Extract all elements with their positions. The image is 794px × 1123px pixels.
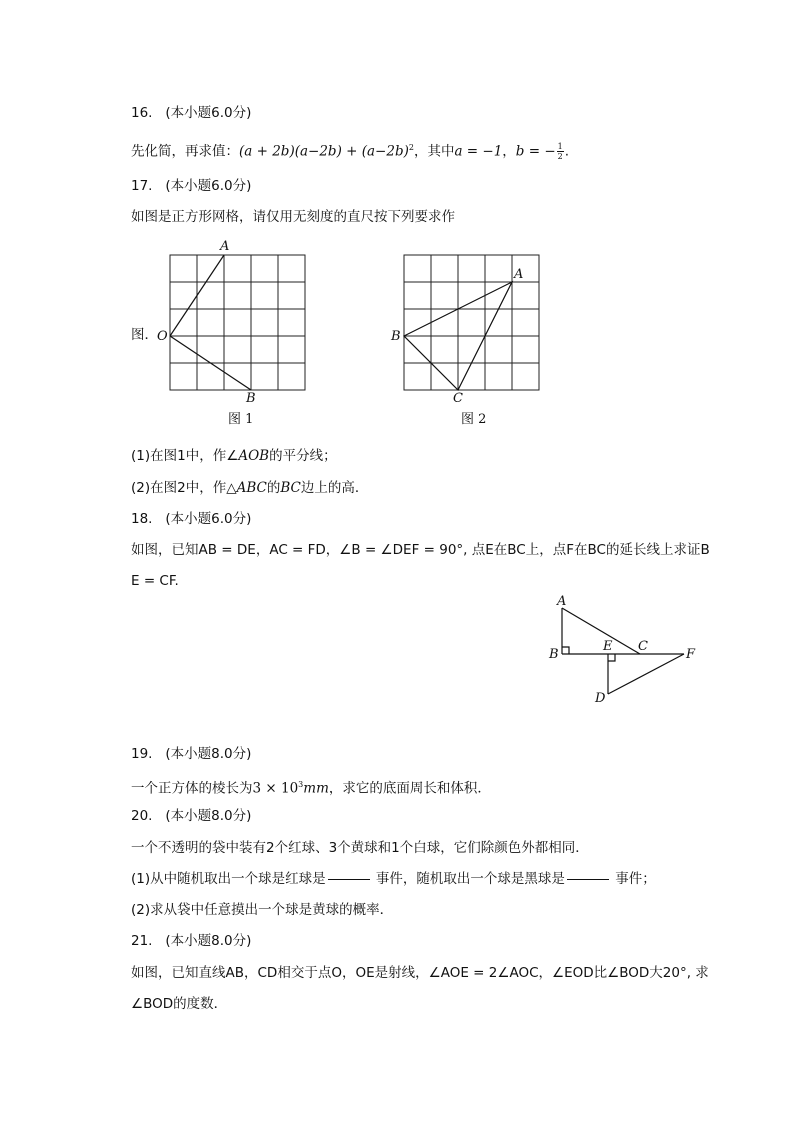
fig2-label-a: A: [514, 267, 524, 282]
angle-aob: [170, 255, 251, 390]
grid-1: [170, 255, 305, 390]
q16-b-value: b = −: [515, 143, 556, 160]
q20-part1-text-end: 事件；: [615, 871, 656, 887]
q17-header: [131, 176, 251, 196]
q17-figure-2: [384, 236, 554, 432]
q19-value: 3 × 10: [252, 780, 299, 797]
q19-text: 一个正方体的棱长为: [131, 780, 253, 797]
q19-unit: mm: [303, 780, 329, 797]
q18-label-b: B: [549, 647, 559, 662]
q16-header: [131, 103, 251, 123]
q17-figure-1: [150, 236, 320, 432]
fig2-label-c: C: [453, 391, 463, 406]
q20-part1-text: (1)从中随机取出一个球是红球是: [131, 871, 326, 887]
answer-blank-1[interactable]: [328, 879, 370, 880]
q21-points: (本小题8.0分): [165, 933, 252, 949]
q17-part2-text: (2)在图2中，作△: [131, 480, 237, 496]
q16-number: 16.: [131, 105, 153, 121]
q17-part1-text-end: 的平分线；: [269, 448, 337, 464]
q20-intro: 一个不透明的袋中装有2个红球、3个黄球和1个白球，它们除颜色外都相同．: [131, 840, 589, 856]
q16-b-fraction: [557, 142, 564, 161]
q17-part2-de: 的: [266, 480, 281, 496]
q18-label-a: A: [557, 594, 567, 609]
q21-line1: 如图，已知直线AB，CD相交于点O，OE是射线，∠AOE = 2∠AOC，∠EOD比∠BOD大20°, 求: [131, 965, 709, 981]
fig2-label-b: B: [391, 329, 401, 344]
q17-part2-side: BC: [280, 480, 301, 496]
q17-tu: 图．: [131, 327, 158, 343]
q16-exponent: 2: [408, 143, 414, 152]
q17-part2-text-end: 边上的高．: [300, 480, 369, 496]
q20-part1: [131, 869, 656, 889]
q16-expression: (a + 2b)(a−2b) + (a−2b): [239, 143, 409, 160]
q18-label-c: C: [638, 639, 648, 654]
q16-where: ，其中: [413, 143, 455, 160]
q18-line1: 如图，已知AB = DE，AC = FD，∠B = ∠DEF = 90°, 点E在BC上，点F在BC的延长线上求证B: [131, 542, 710, 558]
q19-points: (本小题8.0分): [165, 746, 252, 762]
q18-label-e: E: [603, 639, 613, 654]
q18-label-f: F: [686, 647, 696, 662]
q18-number: 18.: [131, 511, 153, 527]
q19-header: [131, 744, 251, 764]
q18-line2: E = CF.: [131, 573, 179, 589]
q20-part1-text-mid: 事件，随机取出一个球是黑球是: [375, 871, 565, 887]
q16-points: (本小题6.0分): [165, 105, 252, 121]
q16-b-numerator: 1: [557, 142, 563, 151]
q20-points: (本小题8.0分): [165, 808, 252, 824]
q20-part2: (2)求从袋中任意摸出一个球是黄球的概率．: [131, 902, 394, 918]
fig1-label-b: B: [246, 391, 256, 406]
fig1-label-a: A: [220, 239, 230, 254]
q21-number: 21.: [131, 933, 153, 949]
q18-lines: [562, 608, 684, 694]
q17-points: (本小题6.0分): [165, 178, 252, 194]
q17-part1: [131, 446, 337, 466]
answer-blank-2[interactable]: [567, 879, 609, 880]
q19-text-end: ，求它的底面周长和体积．: [328, 780, 491, 797]
q17-number: 17.: [131, 178, 153, 194]
q17-part1-angle: AOB: [238, 448, 270, 464]
q19-number: 19.: [131, 746, 153, 762]
q20-number: 20.: [131, 808, 153, 824]
q18-points: (本小题6.0分): [165, 511, 252, 527]
fig1-caption: 图 1: [228, 412, 254, 427]
q17-part2-triangle: ABC: [236, 480, 267, 496]
q21-header: [131, 931, 251, 951]
q17-part2: [131, 478, 368, 498]
fig2-caption: 图 2: [461, 412, 487, 427]
q20-header: [131, 806, 251, 826]
q16-instruction: 先化简，再求值：: [131, 143, 239, 160]
q16-comma: ，: [502, 143, 516, 160]
q16-b-denominator: 2: [557, 152, 563, 161]
q17-intro: 如图是正方形网格，请仅用无刻度的直尺按下列要求作: [131, 209, 455, 225]
q18-header: [131, 509, 251, 529]
q21-line2: ∠BOD的度数．: [131, 996, 228, 1012]
q16-a-value: a = −1: [454, 143, 503, 160]
q16-problem: [131, 138, 569, 162]
q17-part1-text: (1)在图1中，作∠: [131, 448, 239, 464]
q19-exponent: 3: [298, 780, 304, 789]
q18-figure: [540, 590, 710, 710]
fig1-label-o: O: [157, 329, 168, 344]
q18-label-d: D: [595, 691, 606, 706]
q19-problem: [131, 775, 491, 799]
q16-period: .: [564, 143, 570, 160]
